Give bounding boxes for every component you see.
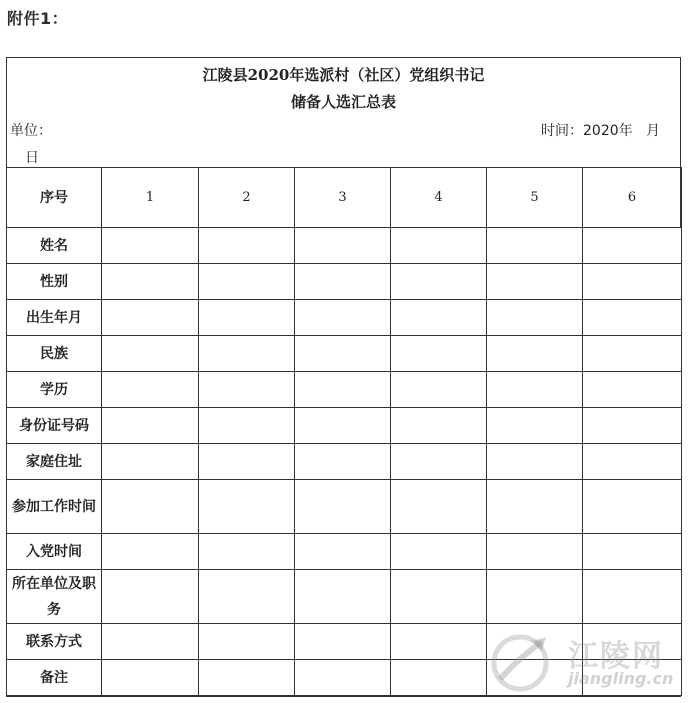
entry-cell[interactable] — [487, 480, 583, 534]
column-number-cell: 4 — [391, 168, 487, 228]
entry-cell[interactable] — [102, 228, 199, 264]
header-row — [7, 168, 682, 228]
entry-cell[interactable] — [295, 372, 391, 408]
entry-cell[interactable] — [102, 570, 199, 624]
entry-cell[interactable] — [583, 534, 682, 570]
entry-cell[interactable] — [199, 660, 295, 696]
table-row — [7, 444, 682, 480]
entry-cell[interactable] — [199, 300, 295, 336]
unit-label: 单位： — [10, 123, 52, 139]
entry-cell[interactable] — [487, 444, 583, 480]
row-label-cell: 学历 — [7, 372, 102, 408]
entry-cell[interactable] — [487, 408, 583, 444]
column-number-cell: 3 — [295, 168, 391, 228]
attachment-label: 附件1： — [7, 9, 69, 28]
table-row — [7, 408, 682, 444]
entry-cell[interactable] — [295, 624, 391, 660]
entry-cell[interactable] — [583, 228, 682, 264]
entry-cell[interactable] — [295, 444, 391, 480]
row-label-cell: 出生年月 — [7, 300, 102, 336]
entry-cell[interactable] — [487, 300, 583, 336]
entry-cell[interactable] — [487, 264, 583, 300]
entry-cell[interactable] — [102, 480, 199, 534]
column-number-cell: 5 — [487, 168, 583, 228]
entry-cell[interactable] — [102, 300, 199, 336]
entry-cell[interactable] — [295, 480, 391, 534]
entry-cell[interactable] — [199, 372, 295, 408]
entry-cell[interactable] — [487, 624, 583, 660]
entry-cell[interactable] — [487, 660, 583, 696]
entry-cell[interactable] — [583, 408, 682, 444]
row-label-cell: 所在单位及职务 — [7, 570, 102, 624]
candidate-table — [6, 167, 682, 696]
entry-cell[interactable] — [391, 264, 487, 300]
day-label: 日 — [25, 150, 39, 166]
entry-cell[interactable] — [391, 660, 487, 696]
entry-cell[interactable] — [583, 570, 682, 624]
entry-cell[interactable] — [295, 228, 391, 264]
entry-cell[interactable] — [487, 534, 583, 570]
row-label-cell: 性别 — [7, 264, 102, 300]
form-title-line2: 储备人选汇总表 — [290, 93, 396, 111]
entry-cell[interactable] — [295, 264, 391, 300]
table-row — [7, 534, 682, 570]
entry-cell[interactable] — [487, 372, 583, 408]
entry-cell[interactable] — [487, 336, 583, 372]
row-label-cell: 联系方式 — [7, 624, 102, 660]
row-label-cell: 参加工作时间 — [7, 480, 102, 534]
entry-cell[interactable] — [199, 336, 295, 372]
table-row — [7, 660, 682, 696]
entry-cell[interactable] — [102, 444, 199, 480]
entry-cell[interactable] — [295, 660, 391, 696]
row-label-cell: 入党时间 — [7, 534, 102, 570]
entry-cell[interactable] — [583, 264, 682, 300]
entry-cell[interactable] — [102, 624, 199, 660]
entry-cell[interactable] — [391, 408, 487, 444]
entry-cell[interactable] — [391, 624, 487, 660]
entry-cell[interactable] — [199, 444, 295, 480]
entry-cell[interactable] — [199, 570, 295, 624]
table-row — [7, 336, 682, 372]
entry-cell[interactable] — [199, 228, 295, 264]
entry-cell[interactable] — [295, 570, 391, 624]
column-number-cell: 2 — [199, 168, 295, 228]
table-row — [7, 570, 682, 624]
entry-cell[interactable] — [391, 570, 487, 624]
entry-cell[interactable] — [199, 534, 295, 570]
form-title-line1: 江陵县2020年选派村（社区）党组织书记 — [202, 66, 485, 84]
entry-cell[interactable] — [102, 372, 199, 408]
entry-cell[interactable] — [583, 300, 682, 336]
row-label-cell: 姓名 — [7, 228, 102, 264]
entry-cell[interactable] — [391, 444, 487, 480]
entry-cell[interactable] — [583, 444, 682, 480]
entry-cell[interactable] — [487, 570, 583, 624]
column-number-cell: 1 — [102, 168, 199, 228]
entry-cell[interactable] — [295, 534, 391, 570]
row-label-cell: 家庭住址 — [7, 444, 102, 480]
entry-cell[interactable] — [102, 660, 199, 696]
table-row — [7, 300, 682, 336]
entry-cell[interactable] — [199, 264, 295, 300]
table-row — [7, 480, 682, 534]
row-label-cell: 身份证号码 — [7, 408, 102, 444]
entry-cell[interactable] — [391, 336, 487, 372]
entry-cell[interactable] — [583, 336, 682, 372]
entry-cell[interactable] — [295, 300, 391, 336]
watermark-domain: jiangling.cn — [568, 669, 674, 688]
table-row — [7, 624, 682, 660]
watermark-name: 江陵网 — [568, 639, 664, 674]
entry-cell[interactable] — [487, 228, 583, 264]
row-label-cell: 备注 — [7, 660, 102, 696]
entry-cell[interactable] — [391, 480, 487, 534]
entry-cell[interactable] — [391, 534, 487, 570]
entry-cell[interactable] — [391, 372, 487, 408]
table-row — [7, 372, 682, 408]
form-frame — [6, 57, 681, 697]
table-row — [7, 228, 682, 264]
entry-cell[interactable] — [102, 408, 199, 444]
entry-cell[interactable] — [583, 372, 682, 408]
time-label: 时间：2020年 月 — [541, 123, 660, 139]
header-label-cell: 序号 — [7, 168, 102, 228]
column-number-cell: 6 — [583, 168, 682, 228]
entry-cell[interactable] — [102, 264, 199, 300]
entry-cell[interactable] — [583, 660, 682, 696]
entry-cell[interactable] — [391, 300, 487, 336]
entry-cell[interactable] — [102, 336, 199, 372]
table-row — [7, 264, 682, 300]
entry-cell[interactable] — [199, 408, 295, 444]
entry-cell[interactable] — [102, 534, 199, 570]
entry-cell[interactable] — [199, 624, 295, 660]
entry-cell[interactable] — [583, 480, 682, 534]
entry-cell[interactable] — [391, 228, 487, 264]
entry-cell[interactable] — [583, 624, 682, 660]
row-label-cell: 民族 — [7, 336, 102, 372]
entry-cell[interactable] — [295, 336, 391, 372]
entry-cell[interactable] — [295, 408, 391, 444]
entry-cell[interactable] — [199, 480, 295, 534]
